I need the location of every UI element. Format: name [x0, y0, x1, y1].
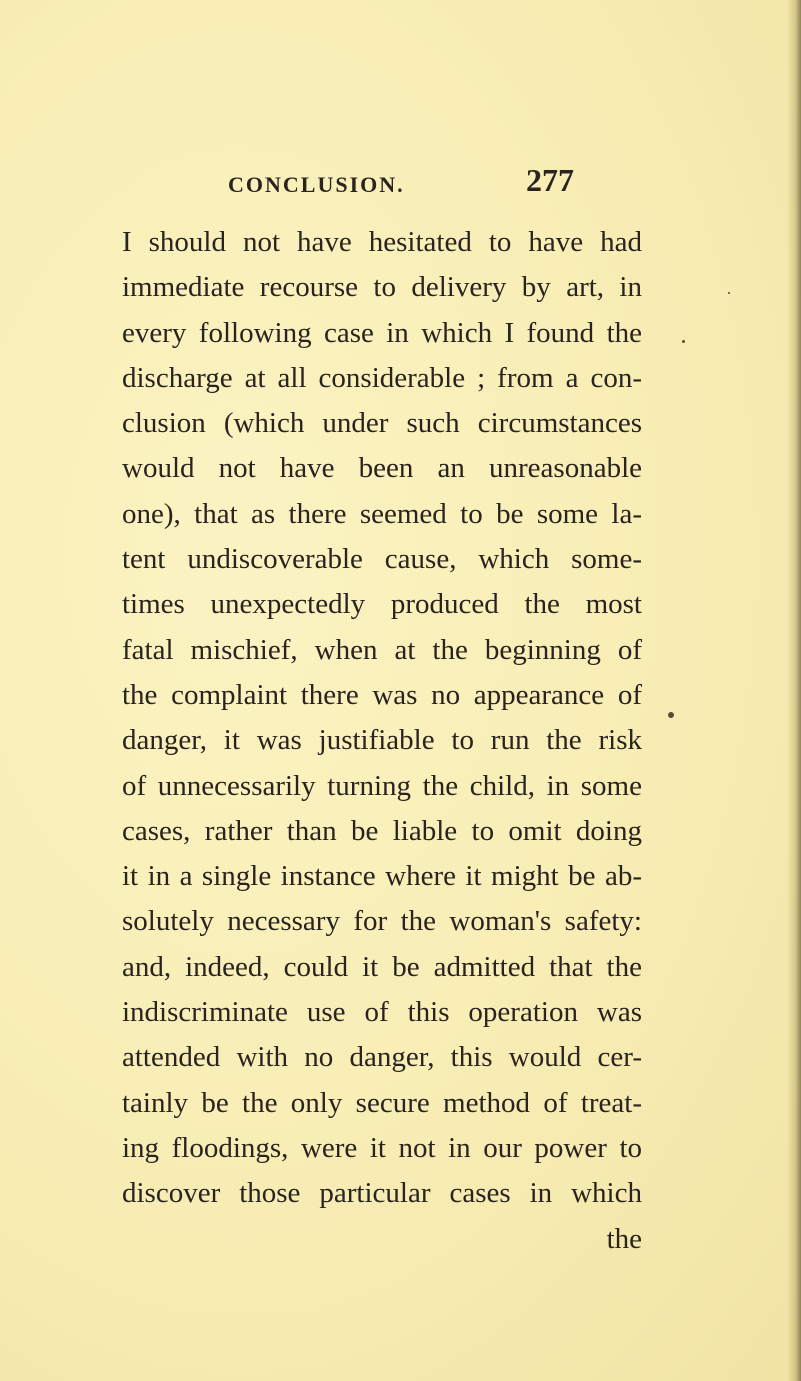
text-line: clusion (which under such circumstances	[122, 407, 642, 440]
text-line: times unexpectedly produced the most	[122, 588, 642, 621]
running-head	[100, 162, 620, 208]
text-line: I should not have hesitated to have had	[122, 226, 642, 258]
chapter-title: CONCLUSION.	[228, 172, 405, 197]
text-line: fatal mischief, when at the beginning of	[122, 633, 642, 666]
text-line: cases, rather than be liable to omit doing	[122, 814, 642, 847]
text-line: would not have been an unreasonable	[122, 452, 642, 485]
text-line: the complaint there was no appearance of	[122, 678, 642, 711]
paper-speck	[668, 712, 674, 718]
catchword: the	[606, 1222, 642, 1255]
paper-speck	[728, 292, 730, 294]
text-line: immediate recourse to delivery by art, in	[122, 271, 642, 304]
text-line: ing floodings, were it not in our power to	[122, 1131, 642, 1164]
text-line: one), that as there seemed to be some la-	[122, 497, 642, 530]
text-line: tent undiscoverable cause, which some-	[122, 543, 642, 576]
page-edge-shadow	[787, 0, 801, 1381]
text-line: attended with no danger, this would cer-	[122, 1041, 642, 1074]
text-line: it in a single instance where it might be ab-	[122, 860, 642, 893]
text-line: discover those particular cases in which	[122, 1177, 642, 1210]
page-number: 277	[526, 162, 574, 198]
body-text	[122, 220, 642, 1262]
text-line: solutely necessary for the woman's safety:	[122, 905, 642, 938]
text-line: of unnecessarily turning the child, in some	[122, 769, 642, 802]
text-line: and, indeed, could it be admitted that the	[122, 950, 642, 983]
paper-speck	[682, 340, 685, 343]
text-line: danger, it was justifiable to run the risk	[122, 724, 642, 757]
text-line: indiscriminate use of this operation was	[122, 996, 642, 1029]
text-line: discharge at all considerable ; from a con-	[122, 361, 642, 394]
text-line: tainly be the only secure method of treat-	[122, 1086, 642, 1119]
text-line: every following case in which I found the	[122, 316, 642, 349]
